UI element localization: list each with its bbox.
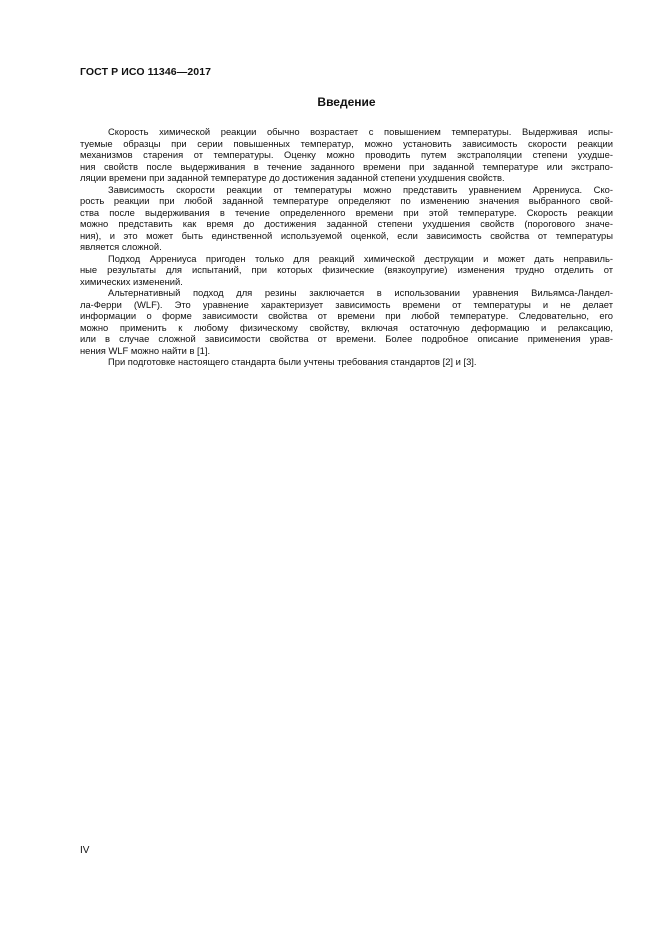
text-line: ства после выдерживания в течение определенного времени при этой температуре. Скорость реакции (80, 206, 613, 218)
text-line: Скорость химической реакции обычно возрастает с повышением температуры. Выдерживая испы- (108, 126, 613, 137)
text-line: ла-Ферри (WLF). Это уравнение характеризует зависимость времени от температуры и не делает (80, 298, 613, 310)
text-line: Подход Аррениуса пригоден только для реакций химической деструкции и может дать неправиль- (108, 252, 613, 264)
text-line: механизмов старения от температуры. Оценку можно проводить путем экстраполяции степени ухудше- (80, 149, 613, 160)
text-line: можно представить как время до достижения заданной степени ухудшения свойств (порогового значе- (80, 218, 613, 229)
text-line: или в случае сложной зависимости свойства от времени. Более подробное описание применения урав- (80, 333, 613, 344)
text-line: информации о форме зависимости свойства от времени при любой температуре. Следовательно, его (80, 310, 613, 321)
text-line: ляции времени при заданной температуре до достижения заданной степени ухудшения свойств. (80, 172, 505, 183)
text-line: Альтернативный подход для резины заключается в использовании уравнения Вильямса-Ландел- (108, 287, 613, 298)
text-line: туемые образцы при серии повышенных температур, можно установить зависимость скорости реакции (80, 137, 613, 149)
text-line: можно применить к любому физическому свойству, включая остаточную деформацию и релаксацию, (80, 321, 613, 333)
text-line: нения WLF можно найти в [1]. (80, 344, 211, 356)
page-number: IV (80, 845, 90, 856)
text-line: ния свойств после выдерживания в течение заданного времени при заданной температуре или экстрапо- (80, 160, 613, 172)
standard-designation: ГОСТ Р ИСО 11346—2017 (80, 66, 212, 78)
introduction-body (80, 126, 613, 368)
text-line: является сложной. (80, 241, 162, 252)
section-title: Введение (317, 95, 376, 109)
text-line: ные результаты для испытаний, при которых физические (вязкоупругие) изменения трудно отделить от (80, 264, 613, 275)
text-line: рость реакции при любой заданной температуре определяют по изменению значения выбранного свой- (80, 195, 613, 206)
text-line: Зависимость скорости реакции от температуры можно представить уравнением Аррениуса. Ско- (108, 183, 613, 195)
text-line: химических изменений. (80, 275, 183, 287)
text-line: При подготовке настоящего стандарта были учтены требования стандартов [2] и [3]. (108, 356, 477, 367)
text-line: ния), и это может быть единственной используемой оценкой, если зависимость свойства от температуры (80, 229, 613, 241)
